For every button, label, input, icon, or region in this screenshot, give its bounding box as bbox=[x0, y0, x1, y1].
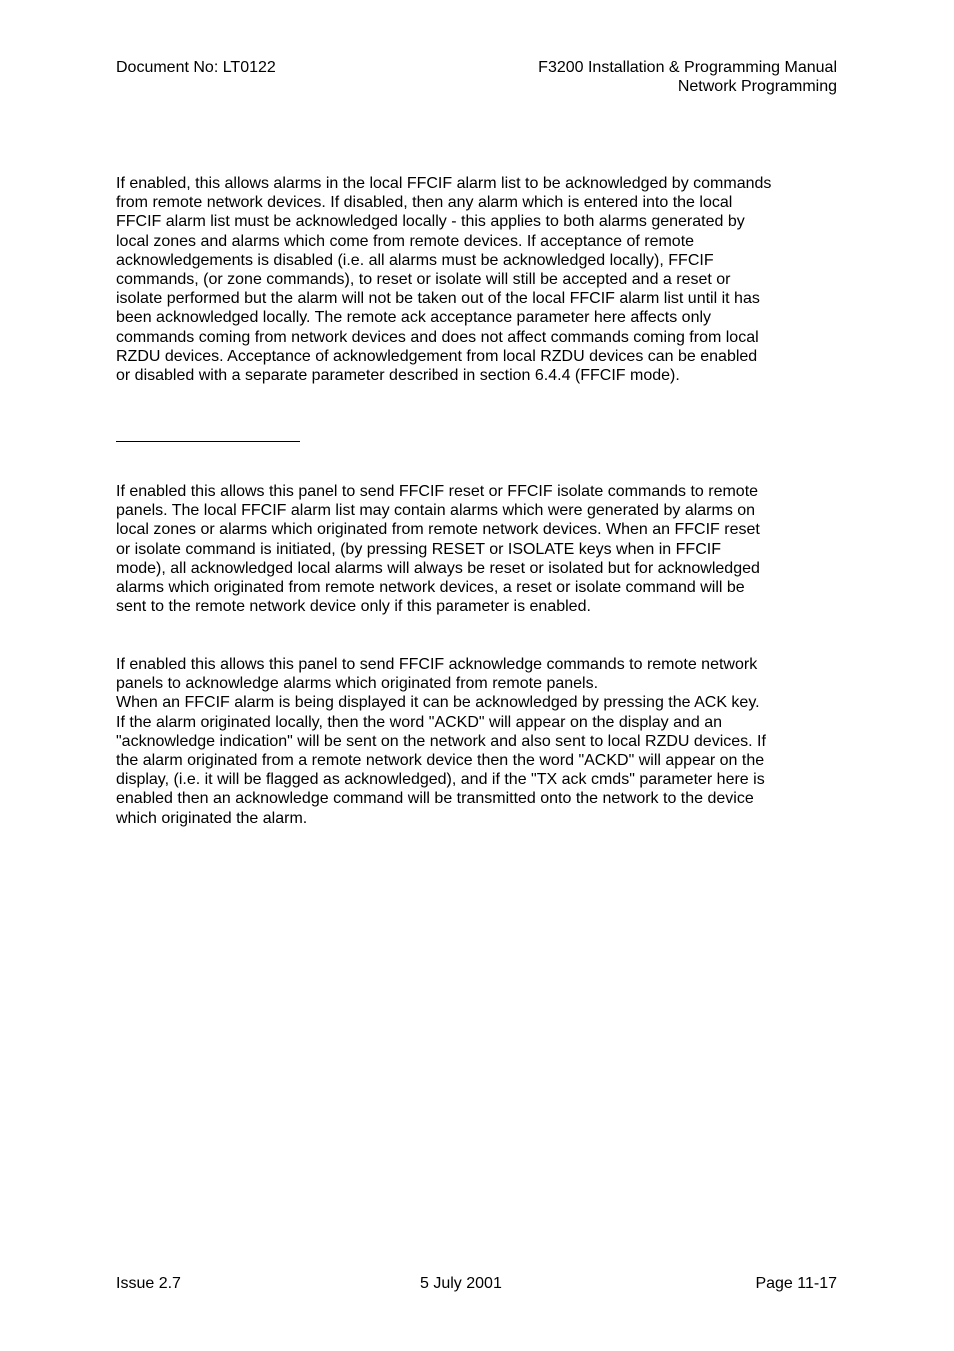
paragraph-line: If enabled this allows this panel to send FFCIF reset or FFCIF isolate commands to remote bbox=[116, 483, 759, 500]
paragraph-line: acknowledgements is disabled (i.e. all alarms must be acknowledged locally), FFCIF bbox=[116, 251, 714, 269]
section-title: Network Programming bbox=[677, 78, 837, 96]
footer-issue: Issue 2.7 bbox=[116, 1275, 181, 1292]
paragraph-line: If enabled, this allows alarms in the local FFCIF alarm list to be acknowledged by commands bbox=[116, 175, 772, 192]
paragraph-line: enabled then an acknowledge command will be transmitted onto the network to the device bbox=[116, 790, 754, 808]
paragraph-line: If the alarm originated locally, then the word "ACKD" will appear on the display and an bbox=[116, 713, 723, 731]
paragraph-line: been acknowledged locally. The remote ack acceptance parameter here affects only bbox=[116, 309, 712, 327]
footer-page-number: Page 11-17 bbox=[755, 1275, 837, 1292]
paragraph-line: which originated the alarm. bbox=[116, 809, 308, 827]
paragraph-tx-reset-isolate bbox=[116, 482, 840, 616]
paragraph-line: commands, (or zone commands), to reset or isolate will still be accepted and a reset or bbox=[116, 271, 731, 289]
paragraph-line: RZDU devices. Acceptance of acknowledgement from local RZDU devices can be enabled bbox=[116, 347, 758, 365]
footer-date: 5 July 2001 bbox=[420, 1275, 502, 1292]
paragraph-line: or disabled with a separate parameter described in section 6.4.4 (FFCIF mode). bbox=[116, 367, 680, 385]
document-number: Document No: LT0122 bbox=[116, 59, 276, 76]
paragraph-line: the alarm originated from a remote network device then the word "ACKD" will appear on the bbox=[116, 752, 765, 770]
paragraph-line: panels. The local FFCIF alarm list may contain alarms which were generated by alarms on bbox=[116, 502, 756, 520]
paragraph-line: commands coming from network devices and does not affect commands coming from local bbox=[116, 328, 759, 346]
paragraph-line: mode), all acknowledged local alarms will always be reset or isolated but for acknowledged bbox=[116, 559, 760, 577]
paragraph-line: sent to the remote network device only if this parameter is enabled. bbox=[116, 598, 591, 616]
paragraph-line: "acknowledge indication" will be sent on the network and also sent to local RZDU devices. If bbox=[116, 732, 766, 750]
paragraph-line: When an FFCIF alarm is being displayed it can be acknowledged by pressing the ACK key. bbox=[116, 694, 760, 712]
paragraph-line: local zones and alarms which come from remote devices. If acceptance of remote bbox=[116, 232, 695, 250]
paragraph-line: local zones or alarms which originated from remote network devices. When an FFCIF reset bbox=[116, 521, 760, 539]
paragraph-line: display, (i.e. it will be flagged as acknowledged), and if the "TX ack cmds" parameter here is bbox=[116, 771, 765, 789]
paragraph-line: from remote network devices. If disabled, then any alarm which is entered into the local bbox=[116, 194, 733, 212]
paragraph-line: panels to acknowledge alarms which originated from remote panels. bbox=[116, 675, 599, 693]
footnote-separator-rule bbox=[116, 441, 300, 442]
paragraph-line: alarms which originated from remote network devices, a reset or isolate command will be bbox=[116, 579, 745, 597]
paragraph-line: FFCIF alarm list must be acknowledged locally - this applies to both alarms generated by bbox=[116, 213, 745, 231]
manual-title: F3200 Installation & Programming Manual bbox=[538, 59, 837, 76]
paragraph-line: If enabled this allows this panel to send FFCIF acknowledge commands to remote network bbox=[116, 656, 758, 673]
page-header-right bbox=[538, 58, 837, 96]
paragraph-line: or isolate command is initiated, (by pressing RESET or ISOLATE keys when in FFCIF bbox=[116, 540, 721, 558]
paragraph-remote-ack-acceptance bbox=[116, 174, 840, 385]
paragraph-tx-ack-commands bbox=[116, 655, 840, 828]
paragraph-line: isolate performed but the alarm will not be taken out of the local FFCIF alarm list until it has bbox=[116, 290, 760, 308]
